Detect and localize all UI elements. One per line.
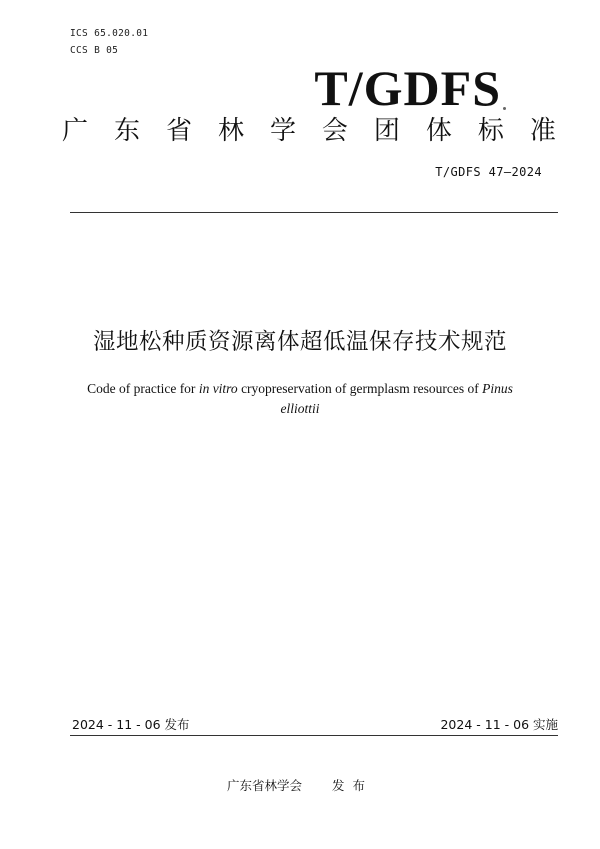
english-title-italic: Pinus elliottii bbox=[280, 381, 513, 416]
english-title-italic: in vitro bbox=[198, 381, 238, 396]
english-title-part: cryopreservation of germplasm resources of bbox=[237, 381, 483, 396]
org-standard-char: 东 bbox=[113, 116, 140, 146]
top-divider bbox=[70, 212, 558, 213]
english-title bbox=[70, 379, 530, 419]
org-standard-char: 团 bbox=[373, 116, 400, 146]
org-standard-heading bbox=[62, 114, 556, 148]
chinese-title: 湿地松种质资源离体超低温保存技术规范 bbox=[92, 329, 507, 355]
standard-logo-text: T/GDFS bbox=[314, 60, 501, 116]
org-standard-char: 准 bbox=[529, 116, 556, 146]
english-title-part: Code of practice for bbox=[87, 381, 199, 396]
ics-code: ICS 65.020.01 bbox=[70, 28, 149, 39]
org-standard-char: 广 bbox=[62, 116, 89, 146]
org-standard-char: 标 bbox=[477, 116, 504, 146]
org-standard-char: 学 bbox=[269, 116, 296, 146]
logo-dot-mark bbox=[503, 107, 506, 110]
org-standard-char: 体 bbox=[425, 116, 452, 146]
org-standard-char: 省 bbox=[165, 116, 192, 146]
org-standard-char: 林 bbox=[217, 116, 244, 146]
publisher-line bbox=[0, 776, 600, 794]
publisher-org: 广东省林学会 bbox=[226, 778, 302, 793]
ccs-code: CCS B 05 bbox=[70, 45, 119, 56]
standard-number: T/GDFS 47—2024 bbox=[435, 165, 542, 179]
issue-date: 2024 - 11 - 06 发布 bbox=[72, 717, 190, 732]
publisher-verb: 发布 bbox=[332, 778, 374, 793]
standard-logo bbox=[314, 58, 506, 118]
bottom-divider bbox=[70, 735, 558, 736]
implementation-date: 2024 - 11 - 06 实施 bbox=[440, 717, 558, 732]
org-standard-char: 会 bbox=[321, 116, 348, 146]
